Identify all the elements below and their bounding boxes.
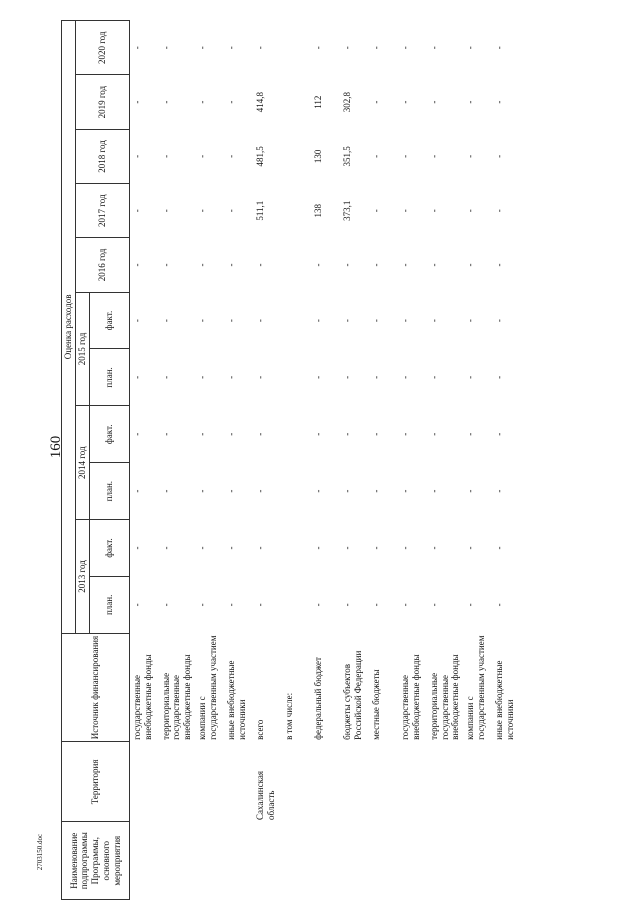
value-cell-fact-2014: -: [254, 432, 265, 436]
source-cell: иные внебюджетные источники: [225, 660, 247, 740]
header-fact-2014: факт.: [90, 406, 130, 463]
value-cell-plan-2014: -: [399, 489, 410, 493]
value-cell-plan-2013: -: [341, 603, 352, 607]
territory-cell: [195, 742, 224, 822]
table-row: [398, 21, 427, 900]
header-plan-2015: план.: [90, 349, 130, 406]
value-cell-fact-2014: -: [196, 432, 207, 436]
value-cell-2017: 511,1: [254, 200, 265, 221]
value-cell-2018: -: [465, 154, 476, 158]
value-cell-fact-2015: -: [494, 319, 505, 323]
value-cell-plan-2014: -: [370, 489, 381, 493]
table-row: [159, 21, 195, 900]
program-cell: [398, 822, 427, 900]
value-cell-2018: -: [160, 154, 171, 158]
header-fact-2013: факт.: [90, 520, 130, 577]
value-cell-2019: -: [428, 100, 439, 104]
value-cell-plan-2013: -: [399, 603, 410, 607]
value-cell-2017: -: [132, 209, 142, 213]
value-cell-plan-2014: -: [428, 489, 439, 493]
value-cell-plan-2014: -: [196, 489, 207, 493]
value-cell-fact-2014: -: [465, 432, 476, 436]
source-cell: компании с государственным участием: [465, 635, 487, 740]
value-cell-fact-2014: -: [341, 432, 352, 436]
table-row: [427, 21, 463, 900]
expense-estimate-table: [61, 20, 521, 900]
value-cell-plan-2014: -: [160, 489, 171, 493]
value-cell-fact-2013: -: [399, 546, 410, 550]
program-cell: [311, 822, 340, 900]
value-cell-plan-2013: -: [132, 603, 142, 607]
table-row: [369, 21, 398, 900]
value-cell-2018: -: [494, 154, 505, 158]
header-year-2014: 2014 год: [76, 406, 90, 520]
value-cell-plan-2013: -: [160, 603, 171, 607]
value-cell-2017: 138: [312, 203, 323, 218]
value-cell-fact-2015: [282, 292, 311, 349]
value-cell-fact-2015: -: [132, 319, 142, 323]
table-row: [253, 21, 282, 900]
header-year-2017: 2017 год: [76, 184, 130, 238]
value-cell-2020: -: [399, 46, 410, 50]
value-cell-2019: -: [399, 100, 410, 104]
value-cell-plan-2013: -: [254, 603, 265, 607]
header-year-2013: 2013 год: [76, 520, 90, 634]
table-row: [224, 21, 253, 900]
value-cell-fact-2015: -: [312, 319, 323, 323]
page-number: 160: [48, 435, 64, 459]
value-cell-plan-2015: -: [225, 375, 236, 379]
value-cell-plan-2015: -: [465, 375, 476, 379]
value-cell-fact-2013: -: [370, 546, 381, 550]
territory-cell: [492, 742, 521, 822]
value-cell-plan-2014: -: [341, 489, 352, 493]
program-cell: [463, 822, 492, 900]
program-cell: [159, 822, 195, 900]
value-cell-2019: -: [225, 100, 236, 104]
territory-cell: [427, 742, 463, 822]
value-cell-fact-2015: -: [196, 319, 207, 323]
value-cell-2017: -: [370, 209, 381, 213]
value-cell-2019: 112: [312, 95, 323, 109]
header-program: Наименование подпрограммы Программы, основного мероприятия: [62, 822, 130, 900]
value-cell-2018: [282, 129, 311, 183]
value-cell-fact-2014: -: [160, 432, 171, 436]
territory-cell: [311, 742, 340, 822]
value-cell-2017: -: [494, 209, 505, 213]
value-cell-2019: -: [370, 100, 381, 104]
value-cell-2016: [282, 238, 311, 292]
value-cell-2016: -: [370, 263, 381, 267]
value-cell-fact-2013: -: [465, 546, 476, 550]
value-cell-plan-2014: -: [465, 489, 476, 493]
value-cell-fact-2014: -: [399, 432, 410, 436]
header-year-2020: 2020 год: [76, 21, 130, 76]
program-cell: [195, 822, 224, 900]
value-cell-2017: -: [465, 209, 476, 213]
source-cell: всего: [254, 719, 265, 740]
header-year-2016: 2016 год: [76, 238, 130, 292]
value-cell-2020: -: [196, 46, 207, 50]
value-cell-2020: -: [254, 46, 265, 50]
value-cell-fact-2015: -: [341, 319, 352, 323]
value-cell-plan-2013: [282, 576, 311, 633]
value-cell-plan-2015: [282, 349, 311, 406]
value-cell-2017: -: [196, 209, 207, 213]
value-cell-fact-2014: -: [312, 432, 323, 436]
value-cell-2020: -: [160, 46, 171, 50]
value-cell-fact-2013: -: [341, 546, 352, 550]
territory-cell: [398, 742, 427, 822]
program-cell: [224, 822, 253, 900]
value-cell-plan-2014: -: [312, 489, 323, 493]
value-cell-fact-2013: -: [225, 546, 236, 550]
table-row: [492, 21, 521, 900]
value-cell-plan-2014: -: [254, 489, 265, 493]
territory-cell: [340, 742, 369, 822]
value-cell-2019: -: [494, 100, 505, 104]
value-cell-fact-2015: -: [254, 319, 265, 323]
value-cell-plan-2014: -: [225, 489, 236, 493]
value-cell-plan-2014: [282, 463, 311, 520]
header-plan-2013: план.: [90, 576, 130, 633]
table-body: [130, 21, 522, 900]
value-cell-fact-2014: -: [494, 432, 505, 436]
program-cell: [340, 822, 369, 900]
value-cell-2020: -: [225, 46, 236, 50]
source-cell: государственные внебюджетные фонды: [132, 654, 153, 740]
value-cell-plan-2014: -: [494, 489, 505, 493]
table-row: [340, 21, 369, 900]
value-cell-2019: [282, 75, 311, 129]
value-cell-plan-2015: -: [160, 375, 171, 379]
territory-cell: [130, 742, 159, 822]
value-cell-fact-2013: -: [254, 546, 265, 550]
value-cell-plan-2013: -: [428, 603, 439, 607]
value-cell-fact-2013: -: [312, 546, 323, 550]
value-cell-2020: -: [428, 46, 439, 50]
value-cell-plan-2013: -: [312, 603, 323, 607]
value-cell-2018: 130: [312, 149, 323, 164]
value-cell-2016: -: [254, 263, 265, 267]
value-cell-2020: -: [341, 46, 352, 50]
value-cell-2018: -: [428, 154, 439, 158]
value-cell-fact-2015: -: [160, 319, 171, 323]
source-cell: территориальные государственные внебюджетные фонды: [160, 654, 193, 740]
header-year-2015: 2015 год: [76, 292, 90, 406]
source-cell: иные внебюджетные источники: [494, 660, 516, 740]
program-cell: [253, 822, 282, 900]
value-cell-plan-2013: -: [494, 603, 505, 607]
program-cell: [427, 822, 463, 900]
value-cell-plan-2015: -: [399, 375, 410, 379]
header-expense-estimate: Оценка расходов: [62, 21, 76, 634]
value-cell-2018: 481,5: [254, 146, 265, 167]
value-cell-plan-2013: -: [465, 603, 476, 607]
value-cell-2019: -: [465, 100, 476, 104]
document-reference: 2703150.doc: [36, 833, 44, 871]
value-cell-2016: -: [225, 263, 236, 267]
value-cell-fact-2014: -: [225, 432, 236, 436]
value-cell-2018: -: [225, 154, 236, 158]
value-cell-2020: -: [132, 46, 142, 50]
header-fact-2015: факт.: [90, 292, 130, 349]
value-cell-2016: -: [160, 263, 171, 267]
table-row: [130, 21, 159, 900]
value-cell-2018: 351,5: [341, 146, 352, 167]
value-cell-2018: -: [399, 154, 410, 158]
value-cell-fact-2013: [282, 520, 311, 577]
header-source: Источник финансирования: [62, 633, 130, 742]
value-cell-fact-2015: -: [370, 319, 381, 323]
table-row: [311, 21, 340, 900]
value-cell-fact-2015: -: [399, 319, 410, 323]
value-cell-fact-2013: -: [160, 546, 171, 550]
source-cell: государственные внебюджетные фонды: [399, 654, 421, 740]
value-cell-2019: 302,8: [341, 92, 352, 113]
value-cell-plan-2015: -: [196, 375, 207, 379]
value-cell-fact-2013: -: [428, 546, 439, 550]
value-cell-2020: -: [465, 46, 476, 50]
source-cell: федеральный бюджет: [312, 657, 323, 740]
value-cell-fact-2014: -: [132, 432, 142, 436]
value-cell-2017: -: [428, 209, 439, 213]
value-cell-2019: 414,8: [254, 92, 265, 113]
value-cell-fact-2013: -: [132, 546, 142, 550]
table-frame: [61, 20, 601, 900]
value-cell-plan-2015: -: [254, 375, 265, 379]
value-cell-plan-2015: -: [428, 375, 439, 379]
value-cell-2017: -: [160, 209, 171, 213]
program-cell: [130, 822, 159, 900]
value-cell-fact-2014: [282, 406, 311, 463]
value-cell-plan-2013: -: [370, 603, 381, 607]
header-year-2018: 2018 год: [76, 129, 130, 183]
value-cell-2016: -: [196, 263, 207, 267]
source-cell: местные бюджеты: [370, 669, 381, 740]
value-cell-2016: -: [494, 263, 505, 267]
table-row: [195, 21, 224, 900]
territory-cell: [463, 742, 492, 822]
value-cell-plan-2014: -: [132, 489, 142, 493]
value-cell-2017: -: [399, 209, 410, 213]
source-cell: бюджеты субъектов Российской Федерации: [341, 650, 363, 740]
value-cell-fact-2015: -: [428, 319, 439, 323]
program-cell: [369, 822, 398, 900]
table-row: [282, 21, 311, 900]
territory-cell: [369, 742, 398, 822]
value-cell-2017: [282, 184, 311, 238]
value-cell-fact-2014: -: [428, 432, 439, 436]
source-cell: компании с государственным участием: [196, 635, 218, 740]
header-territory: Территория: [62, 742, 130, 822]
table-row: [463, 21, 492, 900]
value-cell-2018: -: [196, 154, 207, 158]
value-cell-fact-2015: -: [225, 319, 236, 323]
territory-cell: [159, 742, 195, 822]
value-cell-2019: -: [196, 100, 207, 104]
value-cell-2018: -: [132, 154, 142, 158]
value-cell-2018: -: [370, 154, 381, 158]
value-cell-fact-2013: -: [196, 546, 207, 550]
value-cell-2017: -: [225, 209, 236, 213]
value-cell-2019: -: [160, 100, 171, 104]
value-cell-2016: -: [428, 263, 439, 267]
source-cell: территориальные государственные внебюджетные фонды: [428, 654, 461, 740]
value-cell-2020: -: [494, 46, 505, 50]
value-cell-plan-2013: -: [225, 603, 236, 607]
territory-cell: [282, 742, 311, 822]
program-cell: [282, 822, 311, 900]
value-cell-plan-2015: -: [132, 375, 142, 379]
value-cell-2016: -: [399, 263, 410, 267]
source-cell: в том числе:: [283, 692, 294, 740]
value-cell-plan-2015: -: [312, 375, 323, 379]
value-cell-2016: -: [341, 263, 352, 267]
value-cell-2020: [282, 21, 311, 76]
value-cell-2019: -: [132, 100, 142, 104]
value-cell-2016: -: [465, 263, 476, 267]
value-cell-plan-2015: -: [341, 375, 352, 379]
value-cell-fact-2015: -: [465, 319, 476, 323]
value-cell-2020: -: [370, 46, 381, 50]
value-cell-plan-2013: -: [196, 603, 207, 607]
header-year-2019: 2019 год: [76, 75, 130, 129]
value-cell-fact-2013: -: [494, 546, 505, 550]
territory-cell: [224, 742, 253, 822]
header-plan-2014: план.: [90, 463, 130, 520]
program-cell: [492, 822, 521, 900]
territory-cell: Сахалинская область: [254, 771, 276, 820]
value-cell-2020: -: [312, 46, 323, 50]
value-cell-2017: 373,1: [341, 200, 352, 221]
value-cell-2016: -: [132, 263, 142, 267]
value-cell-2016: -: [312, 263, 323, 267]
value-cell-plan-2015: -: [494, 375, 505, 379]
value-cell-plan-2015: -: [370, 375, 381, 379]
value-cell-fact-2014: -: [370, 432, 381, 436]
